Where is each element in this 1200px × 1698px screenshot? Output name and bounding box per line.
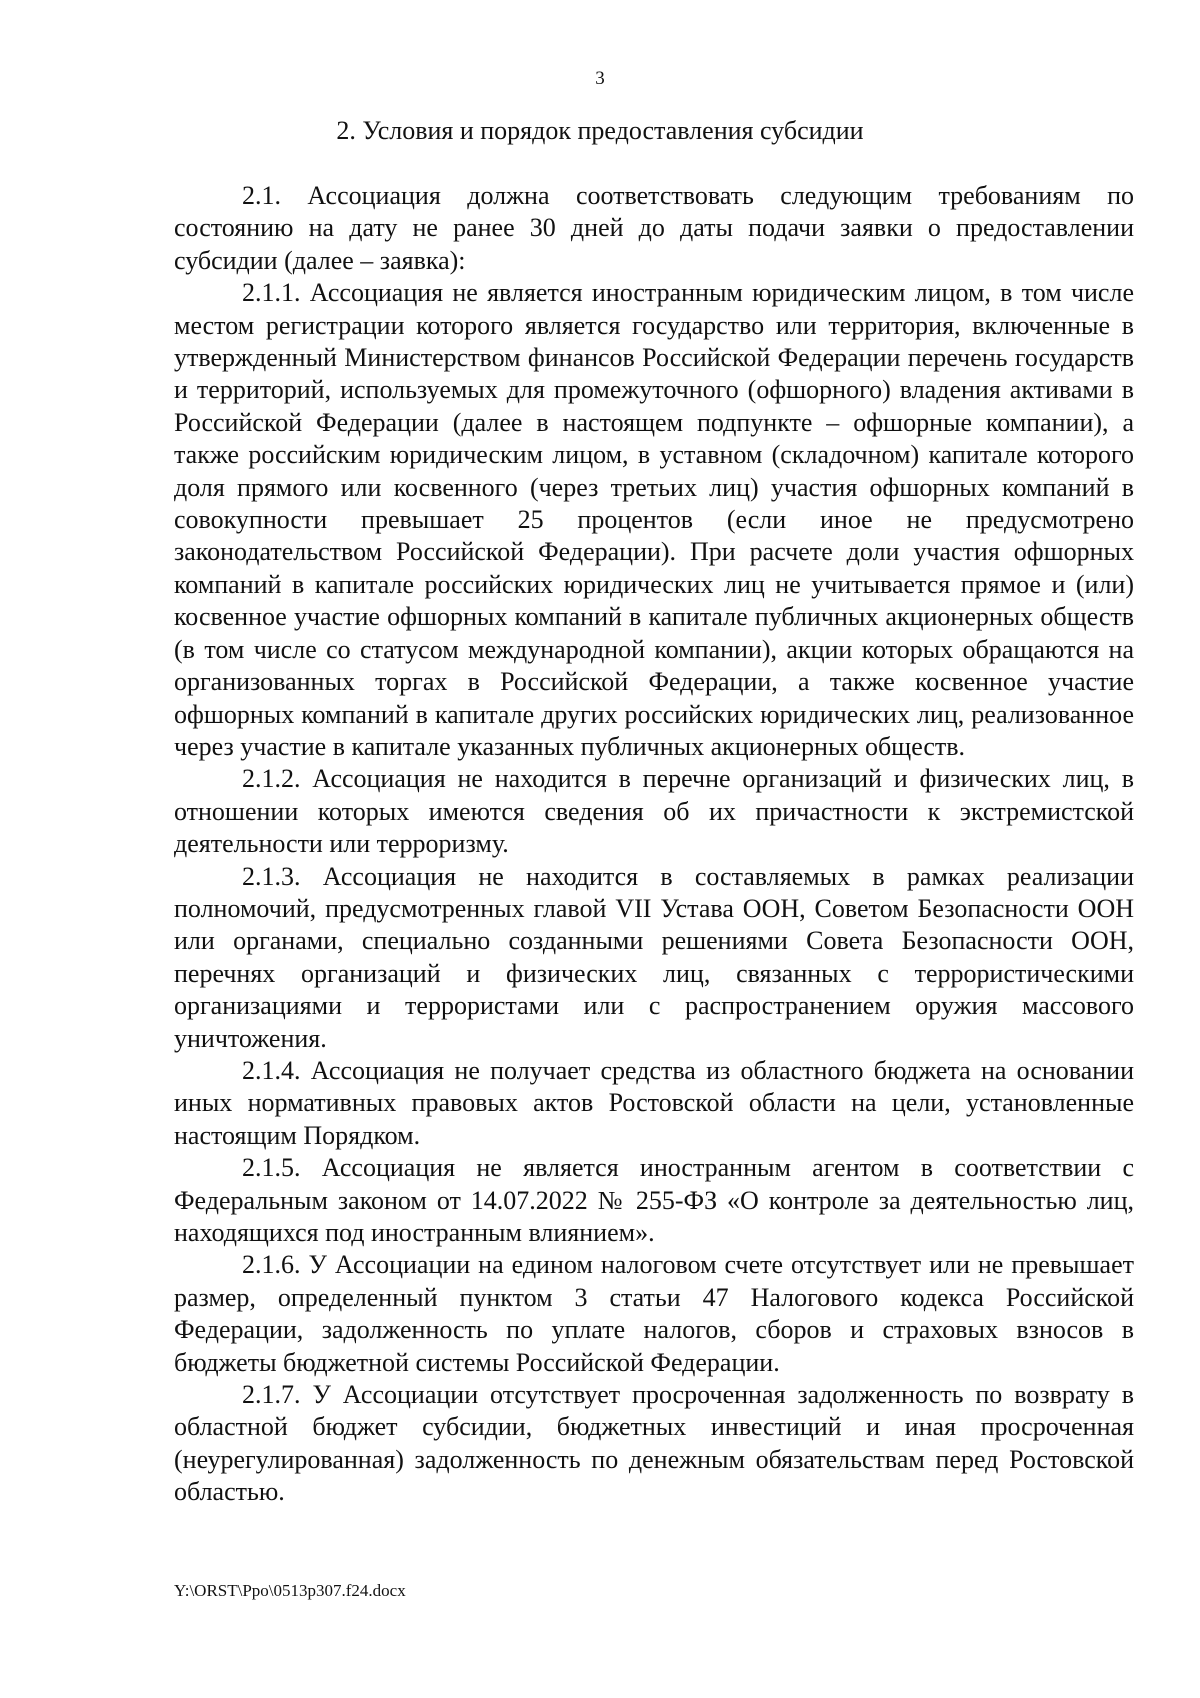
footer-file-path: Y:\ORST\Ppo\0513p307.f24.docx xyxy=(174,1581,406,1600)
paragraph-2-1-1: 2.1.1. Ассоциация не является иностранным юридическим лицом, в том числе местом регистрации которого является государство или территория, включенные в утвержденный Министерством финансов Российской Федерации перечень государств и территорий, используемых для промежуточного (офшорного) владения активами в Российской Федерации (далее в настоящем подпункте – офшорные компании), а также российским юридическим лицом, в уставном (складочном) капитале которого доля прямого или косвенного (через третьих лиц) участия офшорных компаний в совокупности превышает 25 процентов (если иное не предусмотрено законодательством Российской Федерации). При расчете доли участия офшорных компаний в капитале российских юридических лиц не учитывается прямое и (или) косвенное участие офшорных компаний в капитале публичных акционерных обществ (в том числе со статусом международной компании), акции которых обращаются на организованных торгах в Российской Федерации, а также косвенное участие офшорных компаний в капитале других российских юридических лиц, реализованное через участие в капитале указанных публичных акционерных обществ. xyxy=(174,278,1134,761)
paragraph-2-1-3: 2.1.3. Ассоциация не находится в составляемых в рамках реализации полномочий, предусмотренных главой VII Устава ООН, Советом Безопасности ООН или органами, специально созданными решениями Совета Безопасности ООН, перечнях организаций и физических лиц, связанных с террористическими организациями и террористами или с распространением оружия массового уничтожения. xyxy=(174,861,1134,1053)
paragraph-2-1-6: 2.1.6. У Ассоциации на едином налоговом счете отсутствует или не превышает размер, определенный пунктом 3 статьи 47 Налогового кодекса Российской Федерации, задолженность по уплате налогов, сборов и страховых взносов в бюджеты бюджетной системы Российской Федерации. xyxy=(174,1250,1134,1377)
paragraph-2-1-4: 2.1.4. Ассоциация не получает средства из областного бюджета на основании иных нормативных правовых актов Ростовской области на цели, установленные настоящим Порядком. xyxy=(174,1055,1134,1150)
paragraph-2-1-2: 2.1.2. Ассоциация не находится в перечне организаций и физических лиц, в отношении которых имеются сведения об их причастности к экстремистской деятельности или терроризму. xyxy=(174,764,1134,859)
paragraph-2-1: 2.1. Ассоциация должна соответствовать следующим требованиям по состоянию на дату не ранее 30 дней до даты подачи заявки о предоставлении субсидии (далее – заявка): xyxy=(174,181,1134,275)
section-title: 2. Условия и порядок предоставления субсидии xyxy=(336,116,864,145)
page-number: 3 xyxy=(595,68,605,89)
document-body xyxy=(174,180,1134,1509)
paragraph-2-1-7: 2.1.7. У Ассоциации отсутствует просроченная задолженность по возврату в областной бюджет субсидии, бюджетных инвестиций и иная просроченная (неурегулированная) задолженность по денежным обязательствам перед Ростовской областью. xyxy=(174,1380,1134,1507)
paragraph-2-1-5: 2.1.5. Ассоциация не является иностранным агентом в соответствии с Федеральным законом от 14.07.2022 № 255-ФЗ «О контроле за деятельностью лиц, находящихся под иностранным влиянием». xyxy=(174,1153,1134,1247)
